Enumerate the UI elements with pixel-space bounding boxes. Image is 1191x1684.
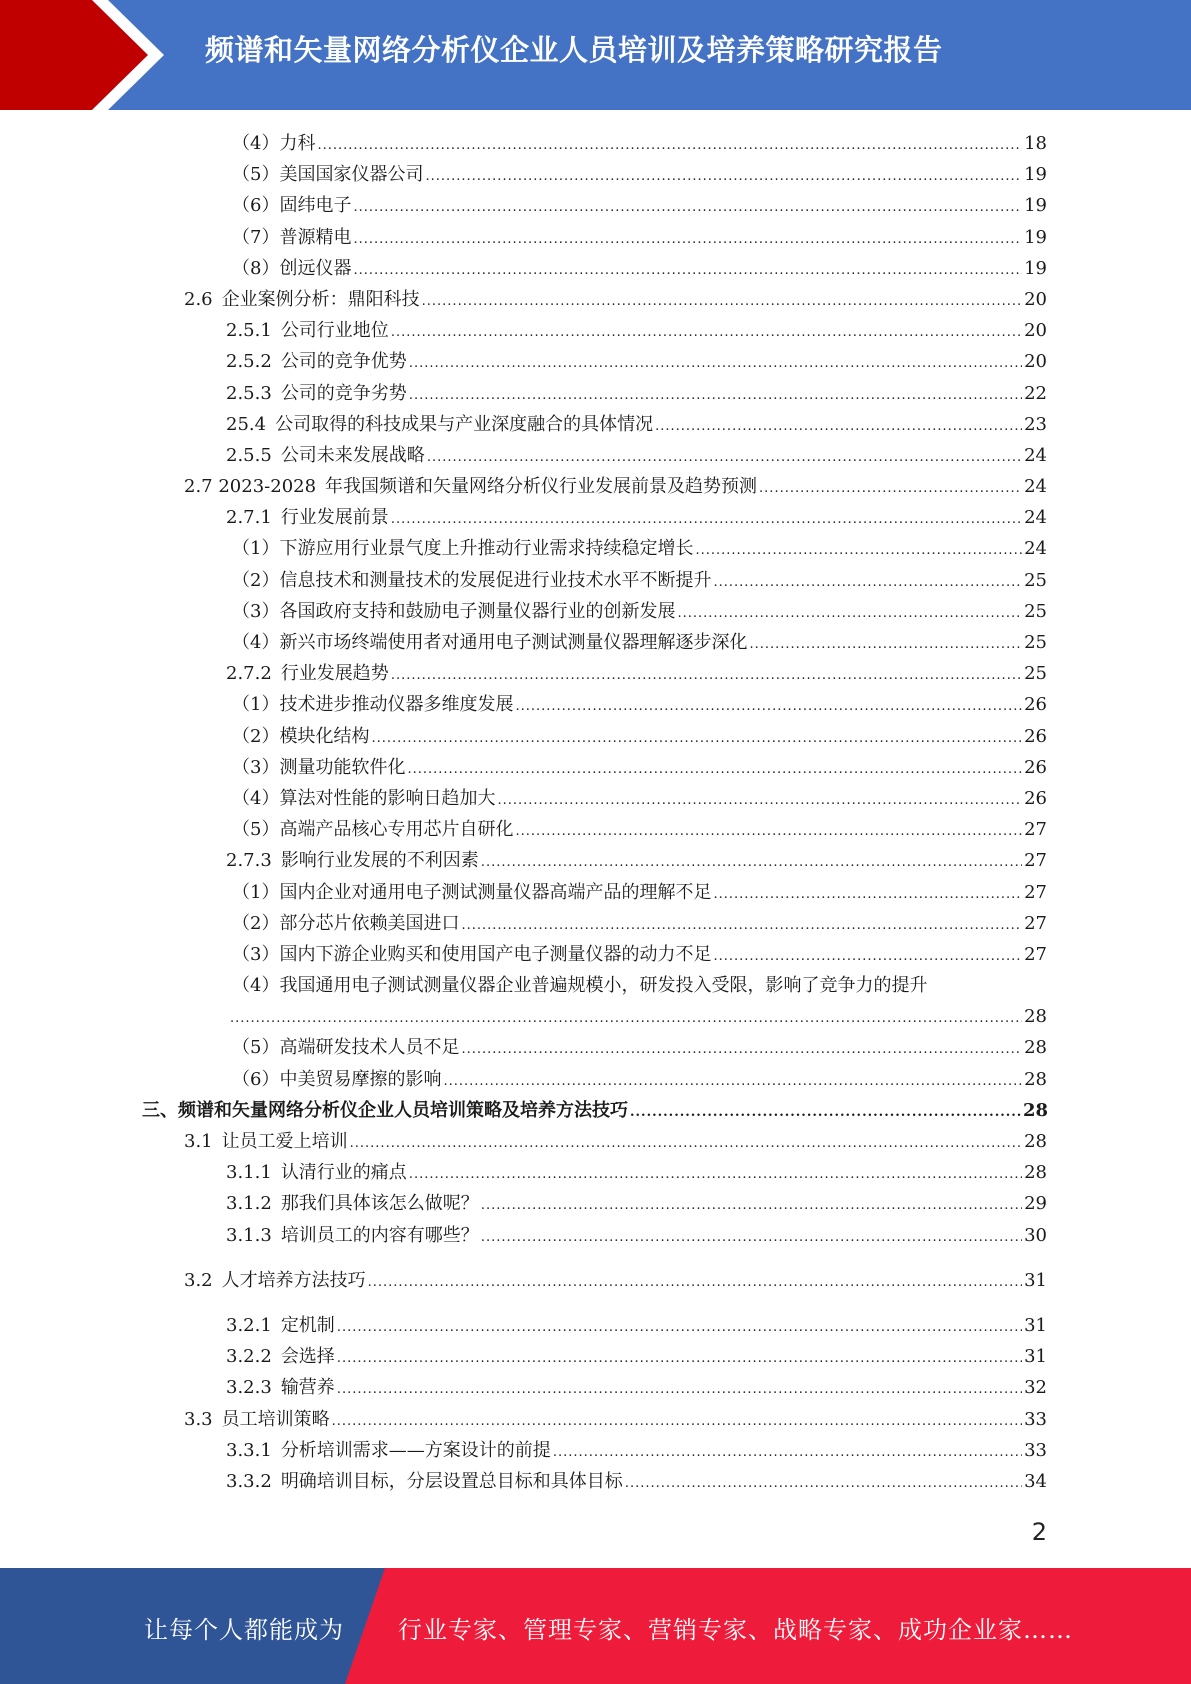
toc-entry-title: 公司取得的科技成果与产业深度融合的具体情况 [275, 413, 654, 435]
toc-entry-page: 23 [1024, 413, 1047, 435]
toc-entry-title: 我国通用电子测试测量仪器企业普遍规模小，研发投入受限，影响了竞争力的提升 [279, 975, 928, 997]
toc-entry-page: 26 [1024, 725, 1047, 747]
toc-entry-page: 19 [1024, 164, 1047, 186]
toc-entry-number: 2.5.3 [226, 382, 272, 404]
toc-dot-leader [353, 255, 1022, 286]
toc-entry[interactable] [0, 1404, 1191, 1435]
toc-entry-number: （3） [232, 943, 280, 965]
toc-entry-title: 培训员工的内容有哪些？ [280, 1224, 479, 1246]
toc-entry-title: 新兴市场终端使用者对通用电子测试测量仪器理解逐步深化 [279, 632, 748, 653]
toc-entry-title: 那我们具体该怎么做呢？ [280, 1193, 479, 1215]
toc-entry[interactable] [0, 783, 1191, 814]
toc-dot-leader [425, 161, 1022, 192]
toc-entry-page: 24 [1024, 476, 1047, 498]
toc-entry[interactable] [0, 315, 1191, 346]
toc-entry-page: 27 [1024, 912, 1047, 934]
toc-entry-number: 2.5.5 [226, 444, 272, 466]
toc-entry-title: 企业案例分析：鼎阳科技 [221, 288, 420, 310]
toc-entry-number: （7） [232, 226, 280, 248]
toc-entry-page: 19 [1024, 257, 1047, 279]
toc-entry[interactable] [0, 533, 1191, 564]
toc-dot-leader [391, 660, 1022, 691]
toc-dot-leader [759, 473, 1022, 504]
toc-entry-page: 28 [1024, 1068, 1047, 1090]
toc-entry-page: 26 [1024, 756, 1047, 778]
toc-entry-page: 31 [1024, 1314, 1047, 1336]
toc-entry[interactable] [0, 1126, 1191, 1157]
toc-entry-page: 27 [1024, 943, 1047, 965]
toc-dot-leader [677, 598, 1022, 629]
toc-entry-number: 3.3 [184, 1408, 213, 1430]
toc-entry-number: （1） [232, 694, 280, 716]
toc-entry[interactable] [0, 1157, 1191, 1188]
toc-entry[interactable] [0, 908, 1191, 939]
toc-entry-page: 22 [1024, 382, 1047, 404]
toc-entry-page: 26 [1024, 694, 1047, 716]
toc-dot-leader [481, 1190, 1022, 1221]
toc-dot-leader [461, 1034, 1022, 1065]
toc-entry[interactable] [0, 1372, 1191, 1403]
toc-entry-page: 19 [1024, 195, 1047, 217]
toc-entry[interactable] [0, 1220, 1191, 1251]
toc-entry-number: 3.1.2 [226, 1193, 272, 1215]
toc-entry[interactable] [0, 970, 1191, 1001]
toc-entry-number: 2.5.1 [226, 320, 272, 342]
toc-entry-title: 年我国频谱和矢量网络分析仪行业发展前景及趋势预测 [325, 476, 758, 498]
toc-entry-page: 24 [1024, 507, 1047, 529]
toc-entry-number: 2.7.1 [226, 507, 272, 529]
toc-dot-leader [350, 1128, 1022, 1159]
toc-entry[interactable] [0, 1032, 1191, 1063]
toc-entry[interactable] [0, 253, 1191, 284]
toc-entry-number: 25.4 [226, 413, 267, 435]
toc-dot-leader [713, 941, 1022, 972]
toc-entry-number: 3.2.3 [226, 1377, 272, 1399]
toc-entry-title: 公司的竞争劣势 [280, 382, 407, 404]
toc-entry[interactable] [0, 721, 1191, 752]
toc-entry-title: 让员工爱上培训 [221, 1131, 348, 1152]
toc-entry[interactable] [0, 190, 1191, 221]
toc-entry-number: （1） [232, 881, 280, 903]
toc-entry-title: 信息技术和测量技术的发展促进行业技术水平不断提升 [279, 569, 712, 591]
toc-entry[interactable] [0, 502, 1191, 533]
toc-entry-title: 人才培养方法技巧 [221, 1269, 366, 1291]
toc-entry[interactable] [0, 284, 1191, 315]
table-of-contents [0, 128, 1191, 1497]
toc-entry-number: 2.6 [184, 288, 213, 310]
toc-entry-title: 员工培训策略 [221, 1408, 330, 1430]
toc-entry[interactable] [0, 222, 1191, 253]
toc-dot-leader [443, 1066, 1022, 1097]
toc-entry[interactable] [0, 159, 1191, 190]
toc-dot-leader [515, 816, 1022, 847]
toc-dot-leader [625, 1468, 1022, 1499]
toc-entry-number: （2） [232, 569, 280, 591]
toc-entry[interactable] [0, 1265, 1191, 1296]
toc-entry-page: 33 [1024, 1408, 1047, 1430]
toc-entry-title: 模块化结构 [279, 725, 370, 747]
toc-entry-title: 各国政府支持和鼓励电子测量仪器行业的创新发展 [279, 600, 676, 622]
toc-entry-page: 25 [1024, 600, 1047, 622]
toc-entry-title: 固纬电子 [279, 195, 352, 217]
toc-entry-number: （8） [232, 257, 280, 279]
toc-entry-title: 力科 [279, 133, 316, 154]
toc-entry-title: 国内企业对通用电子测试测量仪器高端产品的理解不足 [279, 881, 712, 903]
toc-entry[interactable] [0, 752, 1191, 783]
toc-entry-page: 27 [1024, 850, 1047, 872]
toc-entry-number: （4） [232, 975, 280, 997]
toc-dot-leader [655, 411, 1022, 442]
toc-dot-leader [630, 1097, 1021, 1128]
toc-dot-leader [409, 380, 1022, 411]
toc-entry-number: 3.3.2 [226, 1470, 272, 1492]
toc-dot-leader [427, 442, 1022, 473]
toc-entry-number: 3.1.3 [226, 1224, 272, 1246]
toc-entry[interactable] [0, 627, 1191, 658]
page-footer [0, 1568, 1191, 1684]
toc-entry-title: 定机制 [280, 1314, 335, 1336]
toc-entry-number: 2.7.3 [226, 850, 272, 872]
toc-entry-number: 3.2 [184, 1269, 213, 1291]
toc-entry-title: 公司的竞争优势 [280, 351, 407, 373]
toc-entry-number: 3.1.1 [226, 1162, 272, 1184]
toc-entry[interactable] [0, 939, 1191, 970]
toc-dot-leader [481, 1222, 1022, 1253]
toc-entry-title: 输营养 [280, 1377, 335, 1399]
toc-entry[interactable] [0, 565, 1191, 596]
footer-slogan-right: 行业专家、管理专家、营销专家、战略专家、成功企业家…… [398, 1616, 1073, 1644]
toc-entry-page: 31 [1024, 1346, 1047, 1368]
toc-entry-title: 行业发展趋势 [280, 663, 389, 685]
toc-entry-page: 28 [1024, 1162, 1047, 1184]
page-number: 2 [1031, 1518, 1047, 1546]
toc-entry-page: 19 [1024, 226, 1047, 248]
toc-dot-leader [353, 224, 1022, 255]
toc-entry-title: 高端研发技术人员不足 [279, 1037, 460, 1059]
toc-entry-title: 行业发展前景 [280, 507, 389, 529]
toc-dot-leader [713, 567, 1022, 598]
toc-entry-title: 技术进步推动仪器多维度发展 [279, 694, 514, 716]
toc-entry-title: 普源精电 [279, 226, 352, 248]
page-header [0, 0, 1191, 110]
toc-entry-number: 2.5.2 [226, 351, 272, 373]
toc-entry-title: 高端产品核心专用芯片自研化 [279, 819, 514, 841]
toc-entry-number: （3） [232, 600, 280, 622]
toc-entry-page: 20 [1024, 320, 1047, 342]
toc-dot-leader [317, 130, 1022, 161]
toc-dot-leader [353, 192, 1022, 223]
toc-entry-page: 28 [1024, 1131, 1047, 1152]
toc-dot-leader [337, 1343, 1022, 1374]
toc-entry[interactable] [0, 471, 1191, 502]
toc-entry-number: （2） [232, 912, 280, 934]
toc-entry[interactable] [0, 814, 1191, 845]
toc-entry[interactable] [0, 1435, 1191, 1466]
toc-entry-number: （5） [232, 1037, 280, 1059]
toc-entry-page: 20 [1024, 288, 1047, 310]
toc-entry-title: 中美贸易摩擦的影响 [279, 1068, 442, 1090]
toc-entry[interactable] [0, 877, 1191, 908]
toc-dot-leader [695, 535, 1022, 566]
toc-dot-leader [391, 504, 1022, 535]
toc-entry-page: 28 [1024, 1006, 1047, 1028]
toc-entry-title: 公司未来发展战略 [280, 444, 425, 466]
toc-entry-number: （4） [232, 632, 280, 653]
toc-entry-page: 24 [1024, 444, 1047, 466]
toc-dot-leader [332, 1406, 1022, 1437]
toc-entry[interactable] [0, 378, 1191, 409]
toc-entry[interactable] [0, 1064, 1191, 1095]
toc-entry-number: （5） [232, 819, 280, 841]
report-title: 频谱和矢量网络分析仪企业人员培训及培养策略研究报告 [205, 33, 943, 67]
toc-entry-number: 3.3.1 [226, 1439, 272, 1461]
toc-entry-title: 明确培训目标，分层设置总目标和具体目标 [280, 1470, 623, 1492]
toc-entry-number: （5） [232, 164, 280, 186]
toc-entry-number: 2.7.2 [226, 663, 272, 685]
toc-entry[interactable] [0, 845, 1191, 876]
toc-entry-title: 美国国家仪器公司 [279, 164, 424, 186]
toc-entry-title: 算法对性能的影响日趋加大 [279, 787, 496, 809]
toc-entry[interactable] [0, 128, 1191, 159]
toc-entry-page: 27 [1024, 819, 1047, 841]
toc-entry-page: 25 [1024, 663, 1047, 685]
toc-entry-number: 2.7 2023-2028 [184, 476, 317, 498]
toc-dot-leader [391, 317, 1022, 348]
toc-entry-title: 会选择 [280, 1346, 335, 1368]
toc-dot-leader [371, 723, 1022, 754]
toc-dot-leader [515, 691, 1022, 722]
toc-entry-page: 20 [1024, 351, 1047, 373]
toc-entry-page: 30 [1024, 1224, 1047, 1246]
toc-dot-leader [553, 1437, 1022, 1468]
toc-entry-title: 创远仪器 [279, 257, 352, 279]
toc-dot-leader [337, 1312, 1022, 1343]
toc-entry-page: 34 [1024, 1470, 1047, 1492]
toc-entry[interactable] [0, 1188, 1191, 1219]
toc-entry[interactable] [0, 1310, 1191, 1341]
toc-entry[interactable] [0, 1466, 1191, 1497]
toc-entry-page: 33 [1024, 1439, 1047, 1461]
toc-entry-number: （4） [232, 133, 280, 154]
toc-entry-number: （2） [232, 725, 280, 747]
toc-dot-leader [461, 910, 1022, 941]
toc-entry-page: 27 [1024, 881, 1047, 903]
toc-entry-page: 32 [1024, 1377, 1047, 1399]
toc-entry-page: 28 [1023, 1099, 1049, 1121]
toc-entry[interactable] [0, 440, 1191, 471]
toc-dot-leader [481, 847, 1022, 878]
toc-entry-title: 下游应用行业景气度上升推动行业需求持续稳定增长 [279, 538, 694, 560]
toc-dot-leader [409, 1159, 1022, 1190]
toc-entry-number: （6） [232, 1068, 280, 1090]
toc-entry[interactable] [0, 1095, 1191, 1126]
toc-entry-number: 3.2.1 [226, 1314, 272, 1336]
toc-entry-page: 25 [1024, 632, 1047, 653]
toc-entry-number: 3.2.2 [226, 1346, 272, 1368]
toc-entry-title: 认清行业的痛点 [280, 1162, 407, 1184]
toc-dot-leader [230, 1003, 1022, 1034]
toc-entry[interactable] [0, 409, 1191, 440]
toc-entry-page: 25 [1024, 569, 1047, 591]
toc-entry-number: （3） [232, 756, 280, 778]
toc-entry-title: 测量功能软件化 [279, 756, 406, 778]
toc-dot-leader [713, 879, 1022, 910]
toc-dot-leader [337, 1374, 1022, 1405]
toc-entry-title: 分析培训需求——方案设计的前提 [280, 1439, 551, 1461]
toc-entry-number: （4） [232, 787, 280, 809]
toc-entry[interactable] [0, 1341, 1191, 1372]
toc-entry-title: 公司行业地位 [280, 320, 389, 342]
toc-dot-leader [749, 629, 1022, 660]
toc-entry[interactable] [0, 596, 1191, 627]
toc-entry-page: 29 [1024, 1193, 1047, 1215]
toc-dot-leader [368, 1267, 1022, 1298]
toc-entry-number: 3.1 [184, 1131, 213, 1152]
toc-dot-leader [407, 754, 1022, 785]
toc-entry-title: 部分芯片依赖美国进口 [279, 912, 460, 934]
toc-entry-page: 18 [1024, 133, 1047, 154]
toc-entry-page: 28 [1024, 1037, 1047, 1059]
toc-entry[interactable] [0, 689, 1191, 720]
toc-entry-title: 影响行业发展的不利因素 [280, 850, 479, 872]
toc-entry[interactable] [0, 346, 1191, 377]
toc-entry[interactable] [0, 658, 1191, 689]
toc-entry[interactable] [0, 1001, 1191, 1032]
toc-entry-number: （1） [232, 538, 280, 560]
toc-dot-leader [497, 785, 1022, 816]
toc-entry-number: （6） [232, 195, 280, 217]
footer-slogan-left: 让每个人都能成为 [144, 1616, 344, 1644]
toc-entry-page: 24 [1024, 538, 1047, 560]
toc-entry-page: 26 [1024, 787, 1047, 809]
toc-dot-leader [422, 286, 1022, 317]
toc-entry-title: 国内下游企业购买和使用国产电子测量仪器的动力不足 [279, 943, 712, 965]
toc-dot-leader [409, 348, 1022, 379]
toc-entry-page: 31 [1024, 1269, 1047, 1291]
toc-entry-title: 三、频谱和矢量网络分析仪企业人员培训策略及培养方法技巧 [142, 1099, 628, 1121]
